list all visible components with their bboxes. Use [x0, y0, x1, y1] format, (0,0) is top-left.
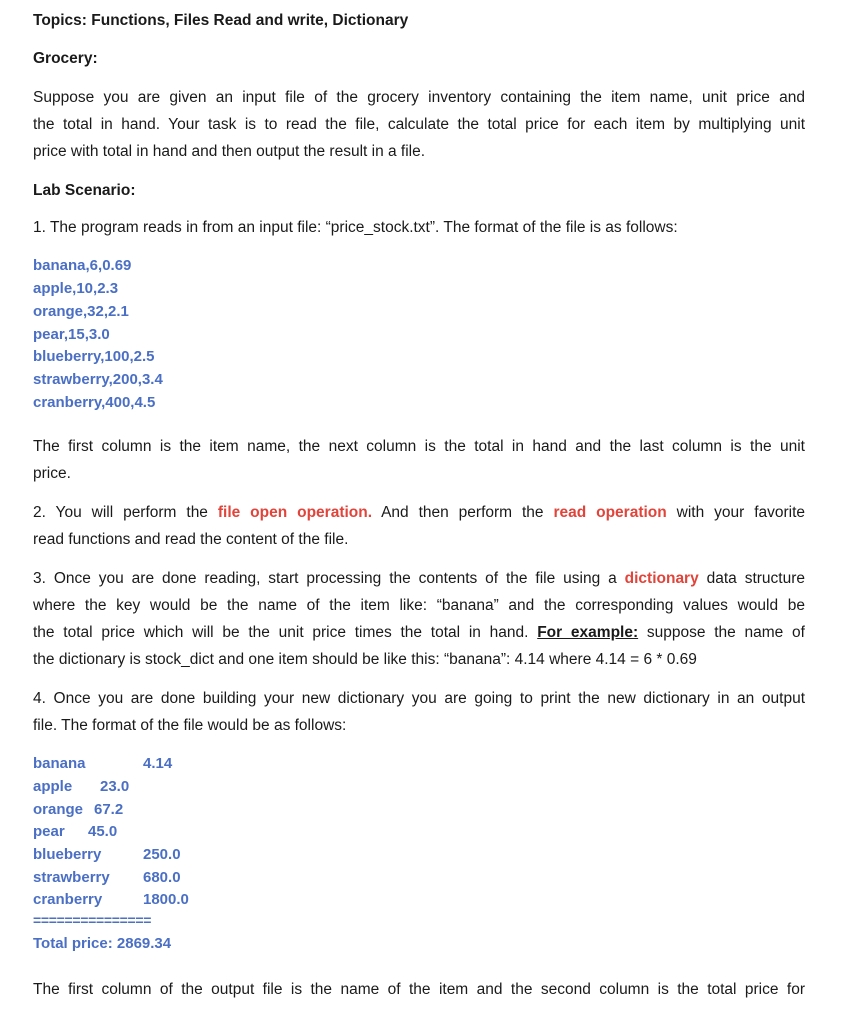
output-item-value: 67.2: [94, 801, 124, 818]
step-2-text: And then perform the: [372, 504, 554, 521]
output-item-value: 1800.0: [143, 891, 189, 908]
step-2-text: with your favorite: [666, 504, 806, 521]
output-item-value: 680.0: [143, 869, 181, 886]
input-line: apple,10,2.3: [33, 280, 119, 297]
output-total-price: Total price: 2869.34: [33, 935, 172, 952]
read-operation-highlight: read operation: [553, 504, 667, 521]
output-separator: ===============: [33, 912, 152, 928]
columns-desc-line-2: price.: [33, 465, 71, 482]
intro-line-3: price with total in hand and then output the result in a file.: [33, 143, 426, 160]
input-line: pear,15,3.0: [33, 326, 110, 343]
step-3-line-1: [33, 569, 805, 589]
step-3-text: the total price which will be the unit price times the total in hand.: [33, 624, 538, 641]
step-2-text: 2. You will perform the: [33, 504, 218, 521]
file-open-highlight: file open operation.: [217, 504, 373, 521]
step-4-line-1: 4. Once you are done building your new dictionary you are going to print the new dictionary in an output: [33, 690, 805, 707]
output-item-name: pear: [33, 823, 65, 840]
output-item-value: 45.0: [88, 823, 118, 840]
step-2-line-2: read functions and read the content of the file.: [33, 531, 349, 548]
output-item-name: blueberry: [33, 846, 102, 863]
input-line: blueberry,100,2.5: [33, 348, 155, 365]
step-2-line-1: [33, 503, 805, 523]
for-example-label: For example:: [537, 624, 639, 641]
output-item-name: apple: [33, 778, 73, 795]
intro-line-2: the total in hand. Your task is to read the file, calculate the total price for each item by multiplying unit: [33, 116, 805, 133]
input-line: banana,6,0.69: [33, 257, 132, 274]
input-line: orange,32,2.1: [33, 303, 129, 320]
output-item-name: strawberry: [33, 869, 110, 886]
lab-scenario-heading: Lab Scenario:: [33, 182, 136, 199]
grocery-heading: Grocery:: [33, 50, 98, 67]
output-item-value: 250.0: [143, 846, 181, 863]
step-3-text: suppose the name of: [638, 624, 805, 641]
step-1-text: 1. The program reads in from an input file: “price_stock.txt”. The format of the file is as follows:: [33, 219, 678, 236]
step-3-line-4: the dictionary is stock_dict and one item should be like this: “banana”: 4.14 where 4.14 = 6 * 0.69: [33, 651, 697, 668]
output-item-name: banana: [33, 755, 86, 772]
step-3-text: 3. Once you are done reading, start processing the contents of the file using a: [33, 570, 625, 587]
input-line: strawberry,200,3.4: [33, 371, 163, 388]
intro-line-1: Suppose you are given an input file of the grocery inventory containing the item name, unit price and: [33, 89, 805, 106]
step-3-text: data structure: [698, 570, 805, 587]
input-line: cranberry,400,4.5: [33, 394, 156, 411]
output-item-name: orange: [33, 801, 84, 818]
output-item-value: 4.14: [143, 755, 173, 772]
step-4-line-2: file. The format of the file would be as follows:: [33, 717, 347, 734]
output-item-name: cranberry: [33, 891, 103, 908]
columns-desc-line-1: The first column is the item name, the next column is the total in hand and the last column is the unit: [33, 438, 805, 455]
topics-heading: Topics: Functions, Files Read and write, Dictionary: [33, 12, 409, 29]
step-3-line-3: [33, 623, 805, 643]
final-line: The first column of the output file is the name of the item and the second column is the total price for: [33, 981, 805, 998]
output-item-value: 23.0: [100, 778, 130, 795]
dictionary-highlight: dictionary: [624, 570, 699, 587]
step-3-line-2: where the key would be the name of the item like: “banana” and the corresponding values would be: [33, 597, 805, 614]
